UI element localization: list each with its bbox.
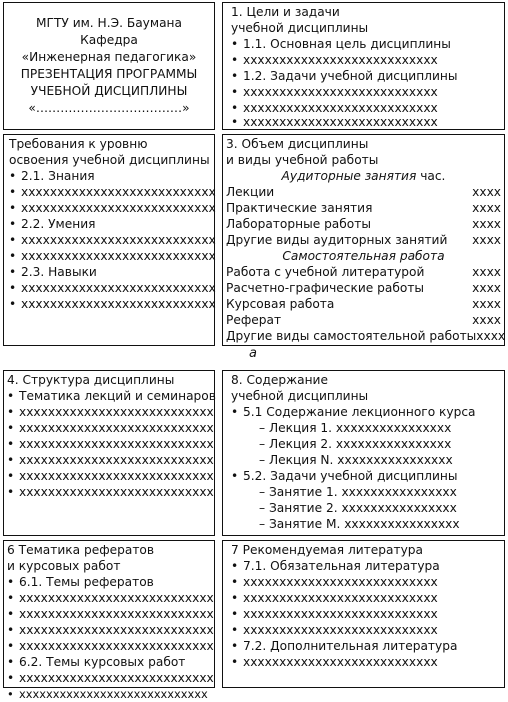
list-item: • xxxxxxxxxxxxxxxxxxxxxxxxxxx: [7, 452, 214, 468]
lesson-item: – Занятие М. xxxxxxxxxxxxxxxx: [259, 517, 460, 531]
list-item: • xxxxxxxxxxxxxxxxxxxxxxxxxxx: [9, 232, 214, 248]
list-item: • xxxxxxxxxxxxxxxxxxxxxxxxxxx: [231, 100, 504, 116]
table-row: Практические занятия xxxx: [226, 201, 501, 215]
reports-title: 6 Тематика рефератов: [7, 543, 155, 557]
table-row: Другие виды аудиторных занятий xxxx: [226, 233, 501, 247]
structure-card: [3, 370, 215, 536]
list-item: • xxxxxxxxxxxxxxxxxxxxxxxxxxx: [231, 590, 504, 606]
discipline-placeholder: «………………………………»: [28, 101, 190, 115]
table-row: Расчетно-графические работы xxxx: [226, 281, 501, 295]
literature-title: 7 Рекомендуемая литература: [231, 543, 423, 557]
list-item: • 2.2. Умения: [9, 216, 214, 232]
content-title-2: учебной дисциплины: [231, 389, 369, 403]
list-item: • xxxxxxxxxxxxxxxxxxxxxxxxxxx: [9, 200, 214, 216]
requirements-title-2: освоения учебной дисциплины: [9, 153, 210, 167]
list-item: • 1.1. Основная цель дисциплины: [231, 36, 504, 52]
list-item: • xxxxxxxxxxxxxxxxxxxxxxxxxxx: [7, 670, 214, 686]
list-item: • 5.1 Содержание лекционного курса: [231, 404, 504, 420]
list-item: • 5.2. Задачи учебной дисциплины: [231, 468, 504, 484]
list-item: • xxxxxxxxxxxxxxxxxxxxxxxxxxx: [231, 654, 504, 670]
table-row: Лекции xxxx: [226, 185, 501, 199]
university-name: МГТУ им. Н.Э. Баумана: [36, 16, 182, 30]
lesson-item: – Занятие 2. xxxxxxxxxxxxxxxx: [259, 501, 457, 515]
list-item: • xxxxxxxxxxxxxxxxxxxxxxxxxxx: [7, 436, 214, 452]
list-item: • xxxxxxxxxxxxxxxxxxxxxxxxxxx: [231, 606, 504, 622]
requirements-title: Требования к уровню: [9, 137, 148, 151]
auditory-title: Аудиторные занятия: [281, 169, 417, 183]
list-item: • 6.2. Темы курсовых работ: [7, 654, 214, 670]
list-item: • xxxxxxxxxxxxxxxxxxxxxxxxxxx: [7, 404, 214, 420]
list-item: • xxxxxxxxxxxxxxxxxxxxxxxxxxx: [7, 468, 214, 484]
table-row: Лабораторные работы xxxx: [226, 217, 501, 231]
structure-title: 4. Структура дисциплины: [7, 373, 175, 387]
lesson-item: – Занятие 1. xxxxxxxxxxxxxxxx: [259, 485, 457, 499]
list-item: • 7.2. Дополнительная литература: [231, 638, 504, 654]
list-item: • 1.2. Задачи учебной дисциплины: [231, 68, 504, 84]
table-row: Реферат xxxx: [226, 313, 501, 327]
title-card: [3, 2, 215, 130]
list-item: • xxxxxxxxxxxxxxxxxxxxxxxxxxx: [231, 574, 504, 590]
list-item: • xxxxxxxxxxxxxxxxxxxxxxxxxxx: [7, 622, 214, 638]
goals-title: 1. Цели и задачи: [231, 5, 340, 19]
lecture-item: – Лекция 1. xxxxxxxxxxxxxxxx: [259, 421, 452, 435]
content-title: 8. Содержание: [231, 373, 328, 387]
list-item: • xxxxxxxxxxxxxxxxxxxxxxxxxxx: [7, 420, 214, 436]
department-label: Кафедра: [80, 33, 138, 47]
lecture-item: – Лекция N. xxxxxxxxxxxxxxxx: [259, 453, 453, 467]
list-item: • xxxxxxxxxxxxxxxxxxxxxxxxxxx: [9, 280, 214, 296]
list-item: • xxxxxxxxxxxxxxxxxxxxxxxxxxx: [7, 638, 214, 654]
list-item: • xxxxxxxxxxxxxxxxxxxxxxxxxxx: [7, 590, 214, 606]
hours-unit: час.: [420, 169, 446, 183]
list-item: • xxxxxxxxxxxxxxxxxxxxxxxxxxx: [7, 484, 214, 500]
list-item: • 2.1. Знания: [9, 168, 214, 184]
self-work-title: Самостоятельная работа: [282, 249, 445, 263]
figure-caption: а: [249, 346, 257, 361]
department-name: «Инженерная педагогика»: [21, 50, 197, 64]
content-card: [222, 370, 505, 536]
list-item: • xxxxxxxxxxxxxxxxxxxxxxxxxxx: [231, 52, 504, 68]
reports-card: [3, 540, 215, 701]
list-item: • xxxxxxxxxxxxxxxxxxxxxxxxxxx: [231, 114, 504, 130]
goals-card: [222, 2, 505, 130]
table-row: Работа с учебной литературой xxxx: [226, 265, 501, 279]
reports-title-2: и курсовых работ: [7, 559, 121, 573]
table-row: Другие виды самостоятельной работы xxxx: [226, 329, 506, 343]
volume-title: 3. Объем дисциплины: [226, 137, 369, 151]
list-item: • xxxxxxxxxxxxxxxxxxxxxxxxxxx: [9, 248, 214, 264]
lecture-item: – Лекция 2. xxxxxxxxxxxxxxxx: [259, 437, 452, 451]
volume-title-2: и виды учебной работы: [226, 153, 379, 167]
list-item: • 6.1. Темы рефератов: [7, 574, 214, 590]
presentation-subtitle: УЧЕБНОЙ ДИСЦИПЛИНЫ: [30, 84, 188, 98]
goals-title-2: учебной дисциплины: [231, 21, 369, 35]
list-item: • xxxxxxxxxxxxxxxxxxxxxxxxxxxx: [7, 686, 214, 702]
table-row: Курсовая работа xxxx: [226, 297, 501, 311]
literature-card: [222, 540, 505, 688]
list-item: • xxxxxxxxxxxxxxxxxxxxxxxxxxx: [231, 622, 504, 638]
list-item: • xxxxxxxxxxxxxxxxxxxxxxxxxxx: [9, 184, 214, 200]
volume-card: [222, 134, 505, 346]
list-item: • xxxxxxxxxxxxxxxxxxxxxxxxxxx: [7, 606, 214, 622]
list-item: • xxxxxxxxxxxxxxxxxxxxxxxxxxx: [9, 296, 214, 312]
list-item: • xxxxxxxxxxxxxxxxxxxxxxxxxxx: [231, 84, 504, 100]
auditory-header: [223, 168, 504, 184]
requirements-card: [3, 134, 215, 346]
list-item: • 7.1. Обязательная литература: [231, 558, 504, 574]
presentation-title: ПРЕЗЕНТАЦИЯ ПРОГРАММЫ: [20, 67, 198, 81]
list-item: • Тематика лекций и семинаров: [7, 388, 214, 404]
list-item: • 2.3. Навыки: [9, 264, 214, 280]
